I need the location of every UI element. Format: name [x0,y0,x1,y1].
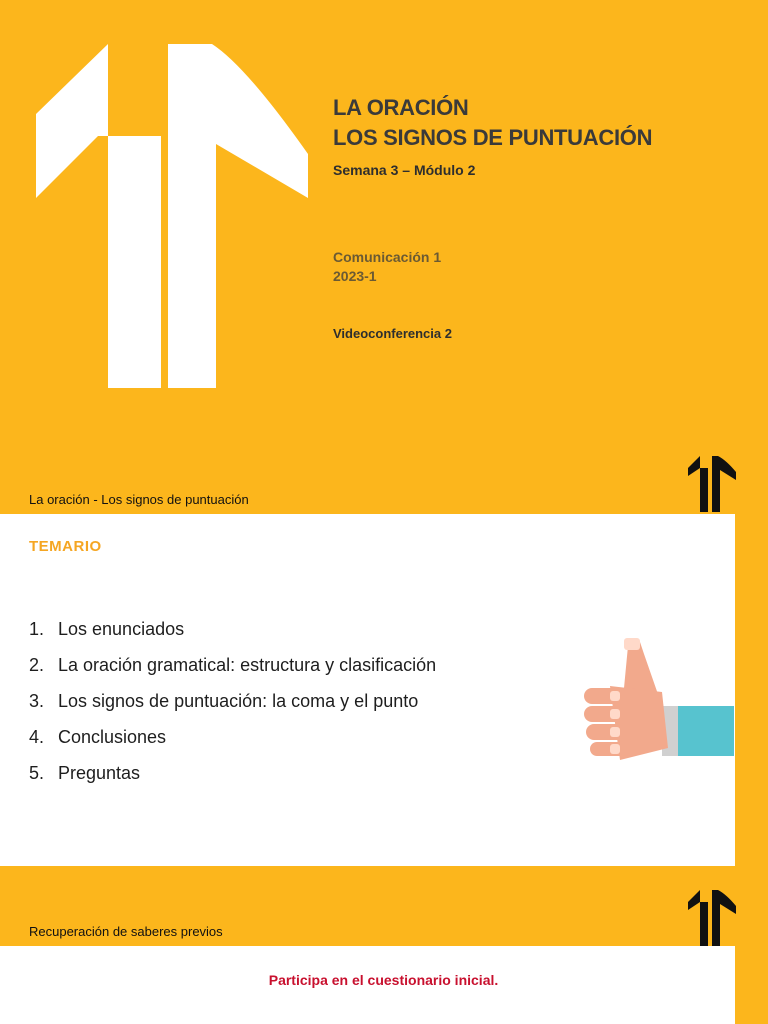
agenda-slide-header [0,478,768,514]
course-name: Comunicación 1 [333,249,442,265]
course-info [333,248,441,286]
agenda-item-text: La oración gramatical: estructura y clasificación [58,655,437,675]
agenda-item-text: Los signos de puntuación: la coma y el punto [58,691,419,711]
agenda-item-text: Preguntas [58,763,141,783]
week-module-label: Semana 3 – Módulo 2 [333,162,476,178]
agenda-item-text: Conclusiones [58,727,167,747]
agenda-item [29,691,436,727]
agenda-item-number: 4. [29,727,45,747]
slide-title-line-2: LOS SIGNOS DE PUNTUACIÓN [333,125,653,150]
title-slide [0,0,768,478]
agenda-title: TEMARIO [29,538,102,555]
prior-knowledge-slide-body [0,946,735,1024]
utp-arrow-small-logo-icon [688,888,736,946]
prior-knowledge-header-text: Recuperación de saberes previos [29,924,223,939]
agenda-item [29,727,436,763]
utp-arrow-small-logo-icon [688,454,736,512]
agenda-list [29,619,436,799]
quiz-call-to-action: Participa en el cuestionario inicial. [268,972,499,988]
session-label: Videoconferencia 2 [333,326,452,341]
course-period: 2023-1 [333,268,377,284]
agenda-item-number: 3. [29,691,45,711]
agenda-item-number: 2. [29,655,45,675]
agenda-item [29,619,436,655]
agenda-item-number: 1. [29,619,45,639]
thumbs-up-icon [580,636,736,764]
agenda-item [29,763,436,799]
utp-arrow-logo-icon [36,44,308,388]
prior-knowledge-slide-header [0,866,768,946]
agenda-item-number: 5. [29,763,45,783]
agenda-item-text: Los enunciados [58,619,185,639]
agenda-item [29,655,436,691]
agenda-slide-body [0,514,735,866]
slide-title-line-1: LA ORACIÓN [333,95,469,120]
agenda-slide-header-text: La oración - Los signos de puntuación [29,492,249,507]
